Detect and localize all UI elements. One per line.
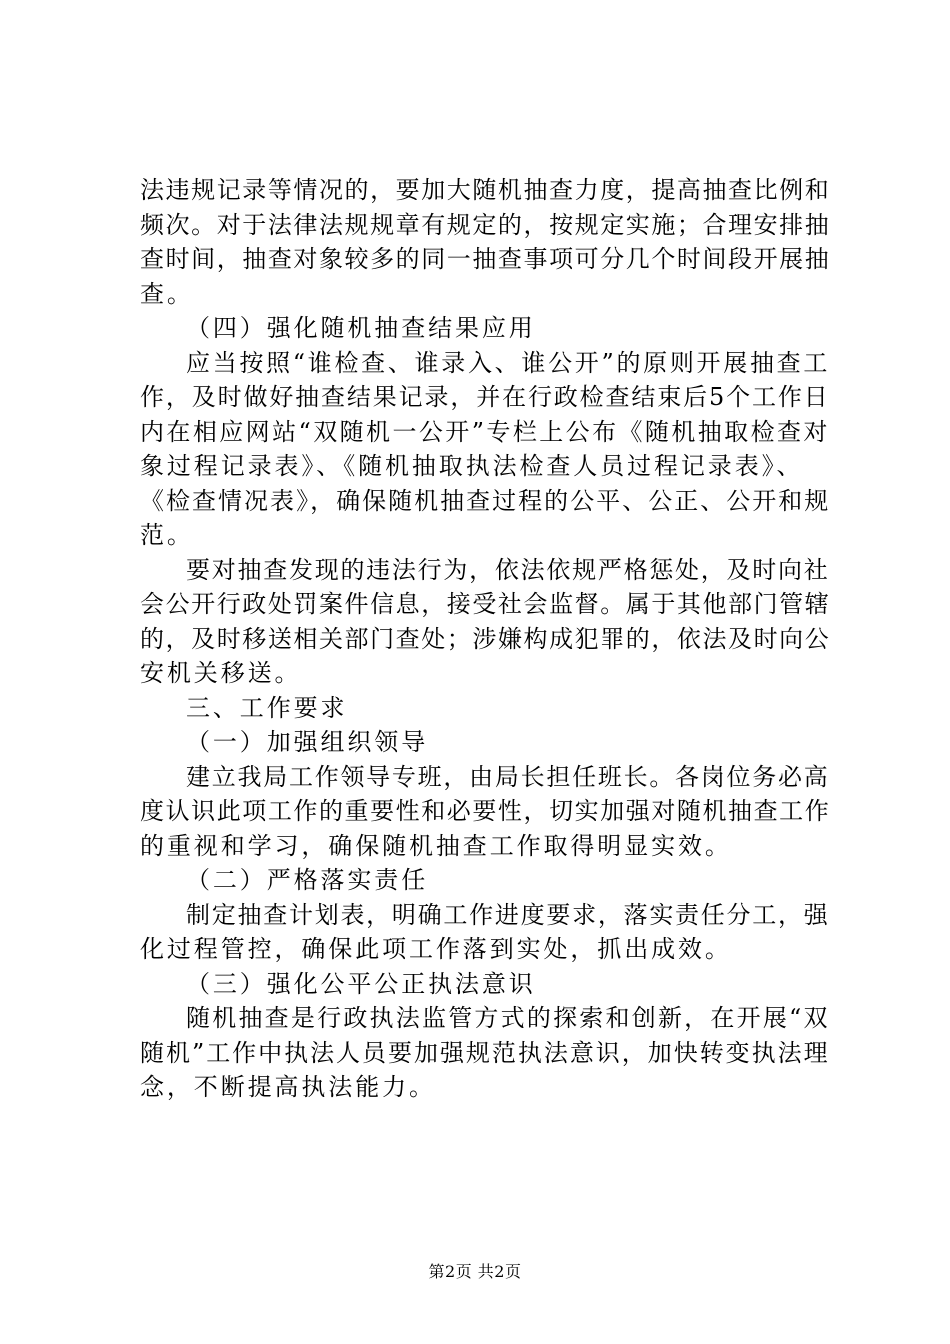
body-text-line: 化过程管控，确保此项工作落到实处，抓出成效。 bbox=[140, 935, 732, 963]
body-text-line: 应当按照“谁检查、谁录入、谁公开”的原则开展抽查工 bbox=[186, 349, 831, 377]
section-heading: （四）强化随机抽查结果应用 bbox=[186, 314, 536, 342]
body-text-line: 安机关移送。 bbox=[140, 659, 302, 687]
body-text-line: 的重视和学习，确保随机抽查工作取得明显实效。 bbox=[140, 832, 732, 860]
subsection-heading: （三）强化公平公正执法意识 bbox=[186, 970, 536, 998]
page-number-footer: 第2页 共2页 bbox=[428, 1262, 522, 1281]
body-text-line: 作，及时做好抽查结果记录，并在行政检查结束后5个工作日 bbox=[140, 383, 830, 411]
body-text-line: 会公开行政处罚案件信息，接受社会监督。属于其他部门管辖 bbox=[140, 590, 831, 618]
body-text-line: 建立我局工作领导专班，由局长担任班长。各岗位务必高 bbox=[186, 763, 830, 791]
body-text-line: 内在相应网站“双随机一公开”专栏上公布《随机抽取检查对 bbox=[140, 418, 830, 446]
subsection-heading: （一）加强组织领导 bbox=[186, 728, 429, 756]
body-text-line: 频次。对于法律法规规章有规定的，按规定实施；合理安排抽 bbox=[140, 211, 831, 239]
body-text-line: 查。 bbox=[140, 280, 194, 308]
body-text-line: 法违规记录等情况的，要加大随机抽查力度，提高抽查比例和 bbox=[140, 176, 831, 204]
body-text-line: 念，不断提高执法能力。 bbox=[140, 1073, 436, 1101]
body-text-line: 范。 bbox=[140, 521, 194, 549]
body-text-line: 的，及时移送相关部门查处；涉嫌构成犯罪的，依法及时向公 bbox=[140, 625, 831, 653]
body-text-line: 要对抽查发现的违法行为，依法依规严格惩处，及时向社 bbox=[186, 556, 830, 584]
body-text-line: 象过程记录表》、《随机抽取执法检查人员过程记录表》、 bbox=[140, 452, 804, 480]
body-text-line: 随机抽查是行政执法监管方式的探索和创新，在开展“双 bbox=[186, 1004, 830, 1032]
section-heading: 三、工作要求 bbox=[186, 694, 348, 722]
subsection-heading: （二）严格落实责任 bbox=[186, 866, 429, 894]
body-text-line: 《检查情况表》，确保随机抽查过程的公平、公正、公开和规 bbox=[140, 487, 831, 515]
body-text-line: 度认识此项工作的重要性和必要性，切实加强对随机抽查工作 bbox=[140, 797, 831, 825]
body-text-line: 查时间，抽查对象较多的同一抽查事项可分几个时间段开展抽 bbox=[140, 245, 831, 273]
body-text-line: 制定抽查计划表，明确工作进度要求，落实责任分工，强 bbox=[186, 901, 830, 929]
body-text-line: 随机”工作中执法人员要加强规范执法意识，加快转变执法理 bbox=[140, 1039, 830, 1067]
